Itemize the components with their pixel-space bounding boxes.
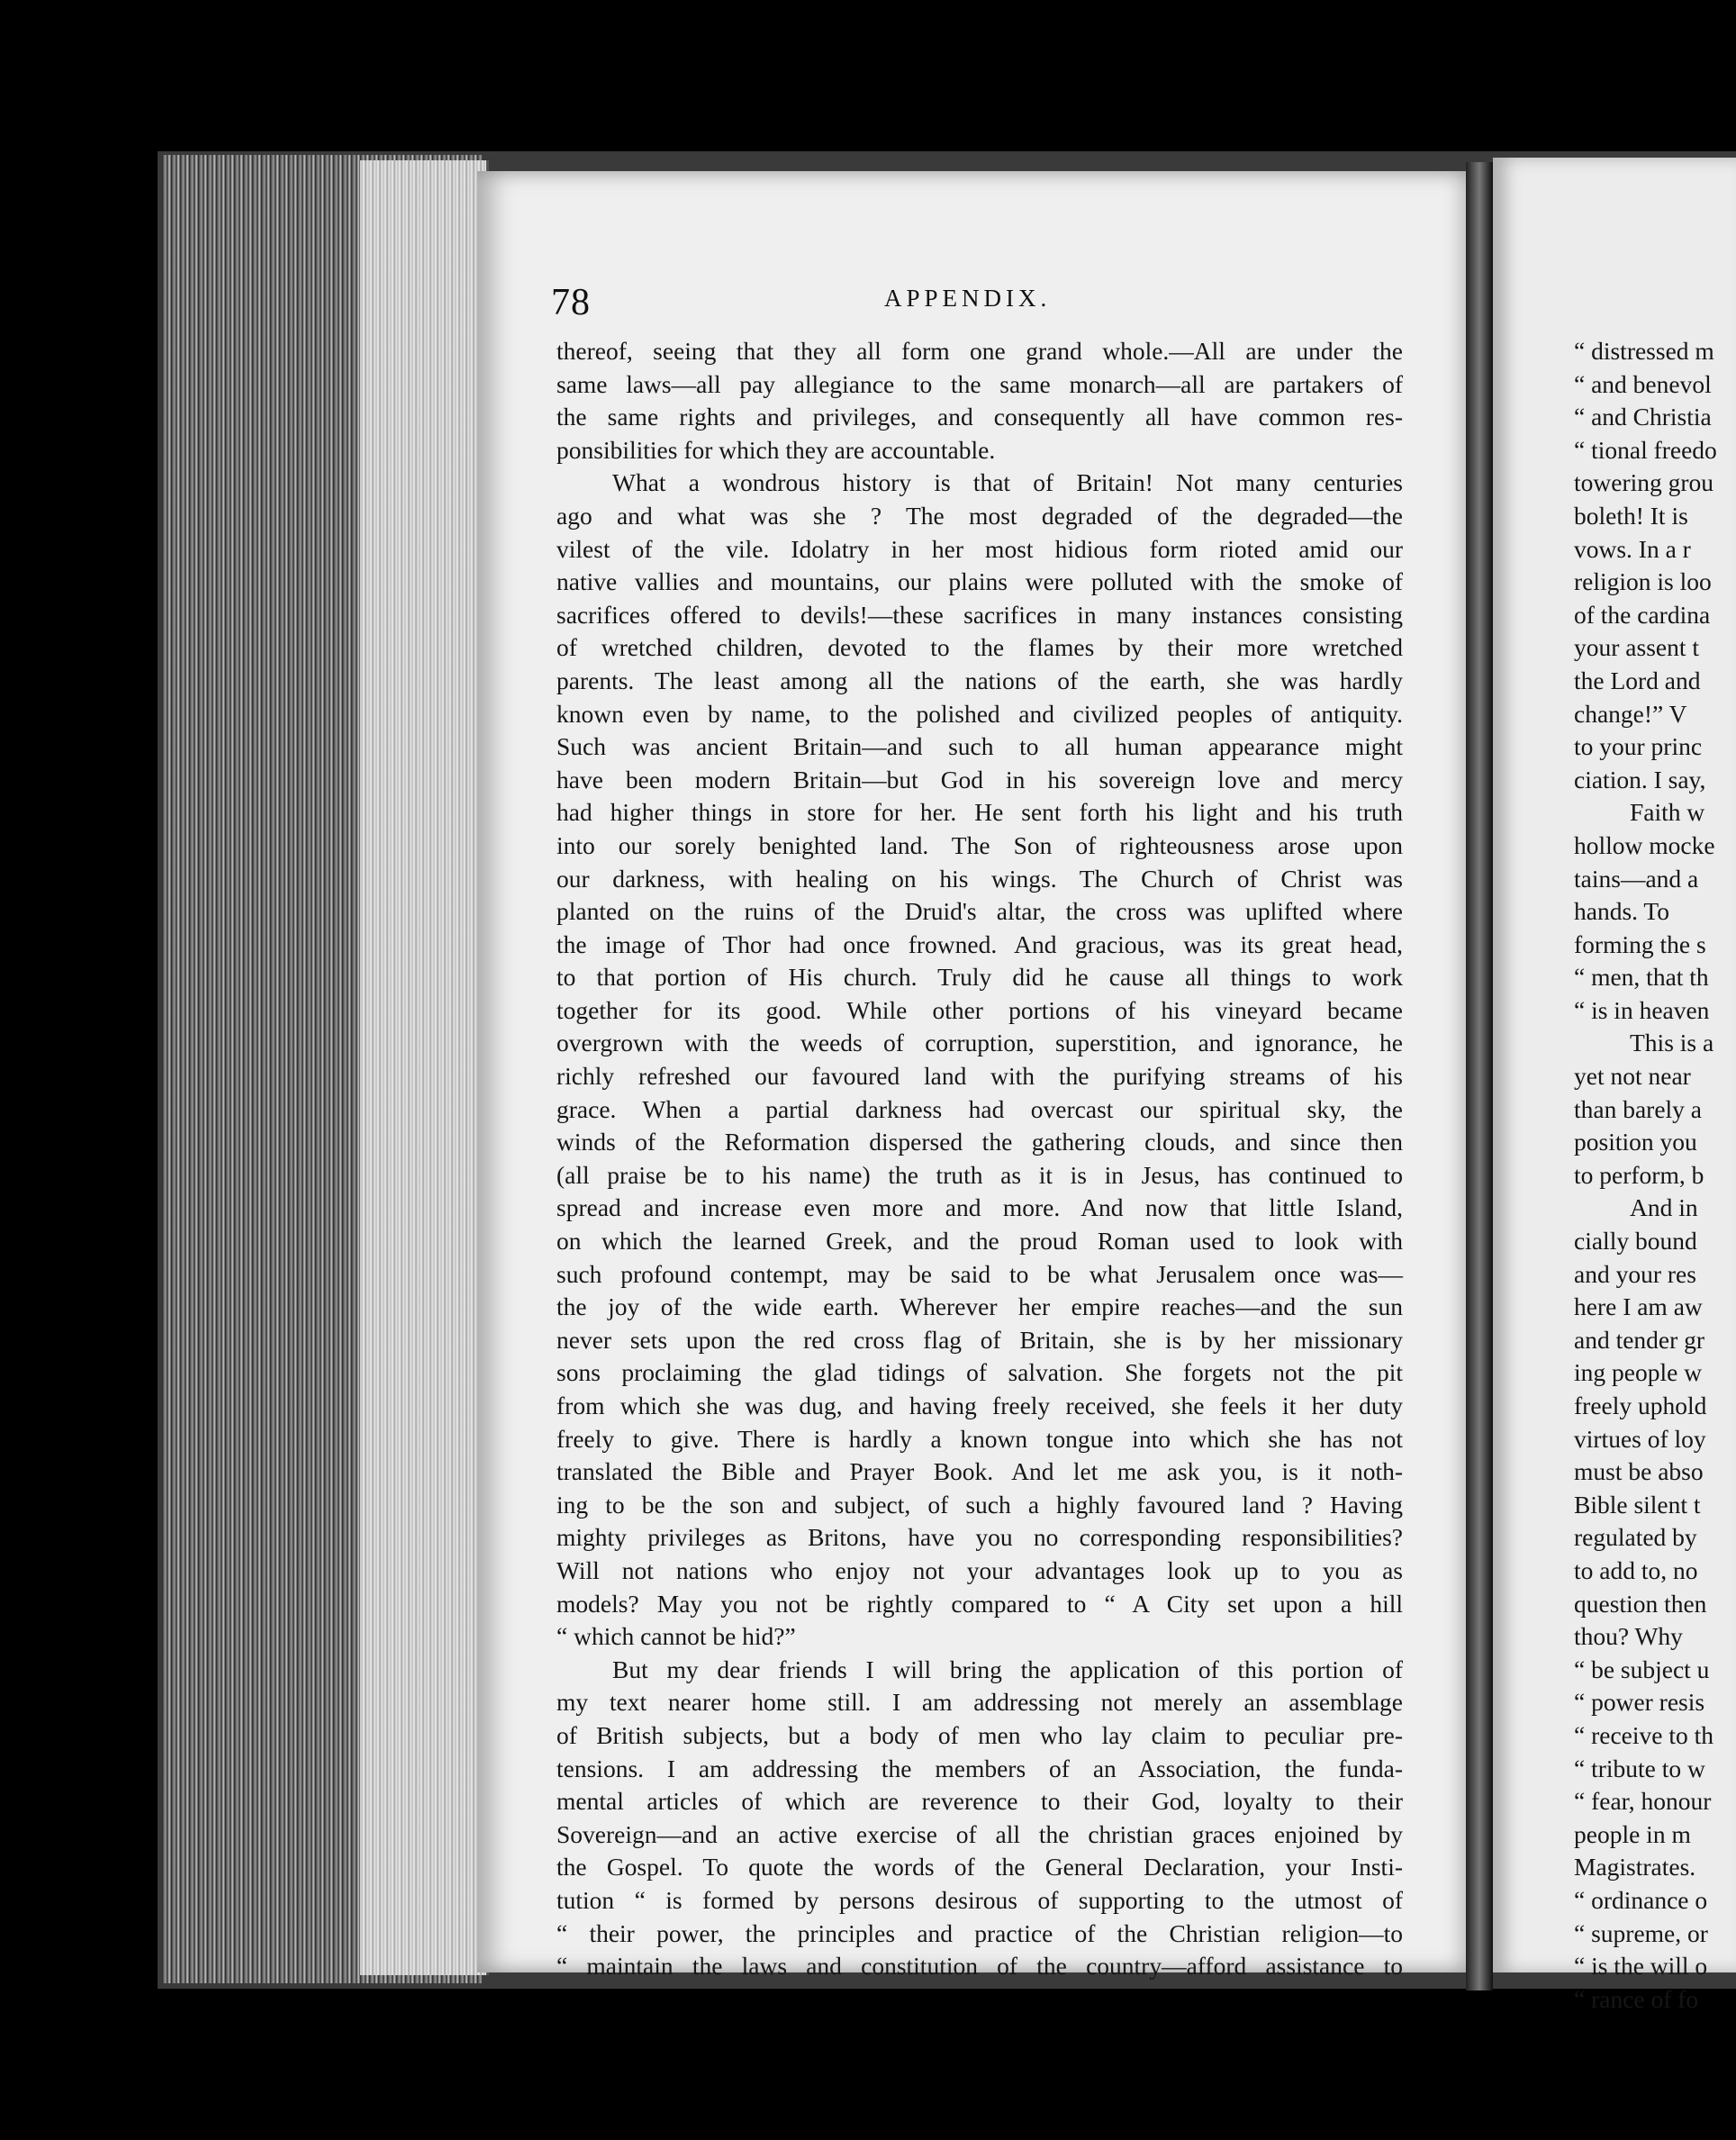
text-line: known even by name, to the polished and civilized peoples of antiquity.	[556, 699, 1403, 728]
text-line: ponsibilities for which they are accountable.	[556, 435, 996, 464]
right-text-line: the Lord and	[1574, 666, 1701, 694]
right-text-line: must be abso	[1574, 1457, 1704, 1486]
text-line: thereof, seeing that they all form one grand whole.—All are under the	[556, 337, 1403, 365]
text-line: richly refreshed our favoured land with the purifying streams of his	[556, 1062, 1403, 1091]
right-text-line: to perform, b	[1574, 1160, 1704, 1189]
right-text-line: people in m	[1574, 1819, 1691, 1848]
text-line: of British subjects, but a body of men who lay claim to peculiar pre-	[556, 1720, 1403, 1749]
right-text-line: regulated by	[1574, 1523, 1697, 1552]
text-line: translated the Bible and Prayer Book. And let me ask you, is it noth-	[556, 1457, 1403, 1486]
right-text-line: freely uphold	[1574, 1392, 1707, 1419]
text-line: Sovereign—and an active exercise of all the christian graces enjoined by	[556, 1819, 1403, 1848]
text-line: never sets upon the red cross flag of Britain, she is by her missionary	[556, 1325, 1403, 1354]
right-text-line: tains—and a	[1574, 864, 1699, 893]
right-text-line: “ power resis	[1574, 1688, 1705, 1717]
right-text-line: “ and Christia	[1574, 403, 1712, 431]
right-text-line: forming the s	[1574, 929, 1706, 958]
page-header	[551, 281, 1451, 326]
right-text-line: vows. In a r	[1574, 534, 1691, 563]
text-line: parents. The least among all the nations of the earth, she was hardly	[556, 666, 1403, 694]
text-line: native vallies and mountains, our plains were polluted with the smoke of	[556, 567, 1403, 596]
text-line: the same rights and privileges, and consequently all have common res-	[556, 403, 1403, 431]
text-line: the joy of the wide earth. Wherever her empire reaches—and the sun	[556, 1292, 1403, 1321]
text-line: my text nearer home still. I am addressing not merely an assemblage	[556, 1688, 1403, 1717]
right-text-line: boleth! It is	[1574, 501, 1688, 530]
text-line: “ which cannot be hid?”	[556, 1622, 796, 1651]
text-line: “ their power, the principles and practice of the Christian religion—to	[556, 1918, 1403, 1947]
text-line: mighty privileges as Britons, have you no corresponding responsibilities?	[556, 1523, 1403, 1552]
right-text-line: and tender gr	[1574, 1325, 1705, 1354]
text-line: ago and what was she ? The most degraded of the degraded—the	[556, 501, 1403, 530]
text-line: winds of the Reformation dispersed the gathering clouds, and since then	[556, 1128, 1403, 1156]
right-text-line: “ distressed m	[1574, 337, 1714, 365]
right-text-line: towering grou	[1574, 468, 1714, 497]
text-line: (all praise be to his name) the truth as it is in Jesus, has continued to	[556, 1160, 1403, 1189]
page-leaves	[360, 160, 489, 1975]
right-text-line: religion is loo	[1574, 567, 1712, 596]
right-text-line: and your res	[1574, 1259, 1696, 1288]
right-text-line: cially bound	[1574, 1227, 1697, 1256]
text-line: mental articles of which are reverence to their God, loyalty to their	[556, 1787, 1403, 1816]
page-number: 78	[551, 282, 591, 323]
right-text-line: virtues of loy	[1574, 1424, 1706, 1453]
text-line: the image of Thor had once frowned. And gracious, was its great head,	[556, 929, 1403, 958]
right-text-line: “ is in heaven	[1574, 995, 1710, 1024]
text-line: same laws—all pay allegiance to the same monarch—all are partakers of	[556, 369, 1403, 398]
right-page-text	[1574, 335, 1736, 2016]
text-line: Will not nations who enjoy not your advantages look up to you as	[556, 1555, 1403, 1584]
text-line: such profound contempt, may be said to be what Jerusalem once was—	[556, 1259, 1403, 1288]
right-text-line: This is a	[1630, 1029, 1714, 1057]
text-line: tution “ is formed by persons desirous of supporting to the utmost of	[556, 1885, 1403, 1914]
right-text-line: Bible silent t	[1574, 1490, 1701, 1519]
text-line: vilest of the vile. Idolatry in her most hidious form rioted amid our	[556, 534, 1403, 563]
text-line: the Gospel. To quote the words of the General Declaration, your Insti-	[556, 1853, 1403, 1882]
text-line: have been modern Britain—but God in his sovereign love and mercy	[556, 765, 1403, 793]
right-text-line: yet not near	[1574, 1062, 1691, 1091]
right-text-line: here I am aw	[1574, 1292, 1703, 1321]
text-line: planted on the ruins of the Druid's altar, the cross was uplifted where	[556, 897, 1403, 926]
text-line: ing to be the son and subject, of such a highly favoured land ? Having	[556, 1490, 1403, 1519]
right-text-line: ciation. I say,	[1574, 765, 1706, 793]
right-text-line: And in	[1630, 1193, 1698, 1222]
right-text-line: to your princ	[1574, 732, 1703, 761]
text-line: together for its good. While other portions of his vineyard became	[556, 995, 1403, 1024]
text-line: But my dear friends I will bring the application of this portion of	[612, 1655, 1403, 1683]
book-gutter	[1466, 162, 1493, 1990]
right-text-line: question then	[1574, 1589, 1707, 1618]
right-text-line: thou? Why	[1574, 1622, 1683, 1651]
right-text-line: hollow mocke	[1574, 830, 1715, 859]
text-line: “ maintain the laws and constitution of the country—afford assistance to	[556, 1952, 1403, 1981]
text-line: sacrifices offered to devils!—these sacrifices in many instances consisting	[556, 600, 1403, 629]
text-line: our darkness, with healing on his wings. The Church of Christ was	[556, 864, 1403, 893]
right-text-line: than barely a	[1574, 1094, 1703, 1123]
right-text-line: Magistrates.	[1574, 1853, 1696, 1882]
text-line: grace. When a partial darkness had overcast our spiritual sky, the	[556, 1094, 1403, 1123]
text-line: had higher things in store for her. He sent forth his light and his truth	[556, 798, 1403, 827]
right-text-line: “ fear, honour	[1574, 1787, 1712, 1816]
text-line: What a wondrous history is that of Britain! Not many centuries	[612, 468, 1403, 497]
text-line: into our sorely benighted land. The Son of righteousness arose upon	[556, 830, 1403, 859]
text-line: models? May you not be rightly compared to “ A City set upon a hill	[556, 1589, 1403, 1618]
right-text-line: “ receive to th	[1574, 1720, 1713, 1749]
right-text-line: ing people w	[1574, 1358, 1703, 1387]
right-text-line: “ and benevol	[1574, 369, 1712, 398]
right-text-line: “ supreme, or	[1574, 1918, 1708, 1947]
text-line: from which she was dug, and having freely received, she feels it her duty	[556, 1392, 1403, 1419]
right-text-line: hands. To	[1574, 897, 1670, 926]
text-line: to that portion of His church. Truly did he cause all things to work	[556, 963, 1403, 992]
text-line: freely to give. There is hardly a known tongue into which she has not	[556, 1424, 1403, 1453]
text-line: overgrown with the weeds of corruption, superstition, and ignorance, he	[556, 1029, 1403, 1057]
text-line: of wretched children, devoted to the flames by their more wretched	[556, 633, 1403, 662]
right-text-line: “ rance of fo	[1574, 1984, 1699, 2013]
text-line: Such was ancient Britain—and such to all human appearance might	[556, 732, 1403, 761]
right-text-line: “ is the will o	[1574, 1952, 1708, 1981]
text-line: on which the learned Greek, and the proud Roman used to look with	[556, 1227, 1403, 1256]
right-text-line: “ be subject u	[1574, 1655, 1710, 1683]
text-line: spread and increase even more and more. And now that little Island,	[556, 1193, 1403, 1222]
right-text-line: “ tional freedo	[1574, 435, 1717, 464]
right-text-line: “ tribute to w	[1574, 1754, 1705, 1782]
text-line: sons proclaiming the glad tidings of salvation. She forgets not the pit	[556, 1358, 1403, 1387]
running-head: APPENDIX.	[884, 285, 1052, 312]
right-text-line: your assent t	[1574, 633, 1700, 662]
right-text-line: “ ordinance o	[1574, 1885, 1708, 1914]
right-text-line: change!” V	[1574, 699, 1687, 728]
right-text-line: “ men, that th	[1574, 963, 1709, 992]
right-text-line: position you	[1574, 1128, 1697, 1156]
left-page-text	[556, 335, 1403, 1983]
right-text-line: Faith w	[1630, 798, 1705, 827]
right-text-line: of the cardina	[1574, 600, 1711, 629]
right-text-line: to add to, no	[1574, 1555, 1698, 1584]
text-line: tensions. I am addressing the members of an Association, the funda-	[556, 1754, 1403, 1782]
